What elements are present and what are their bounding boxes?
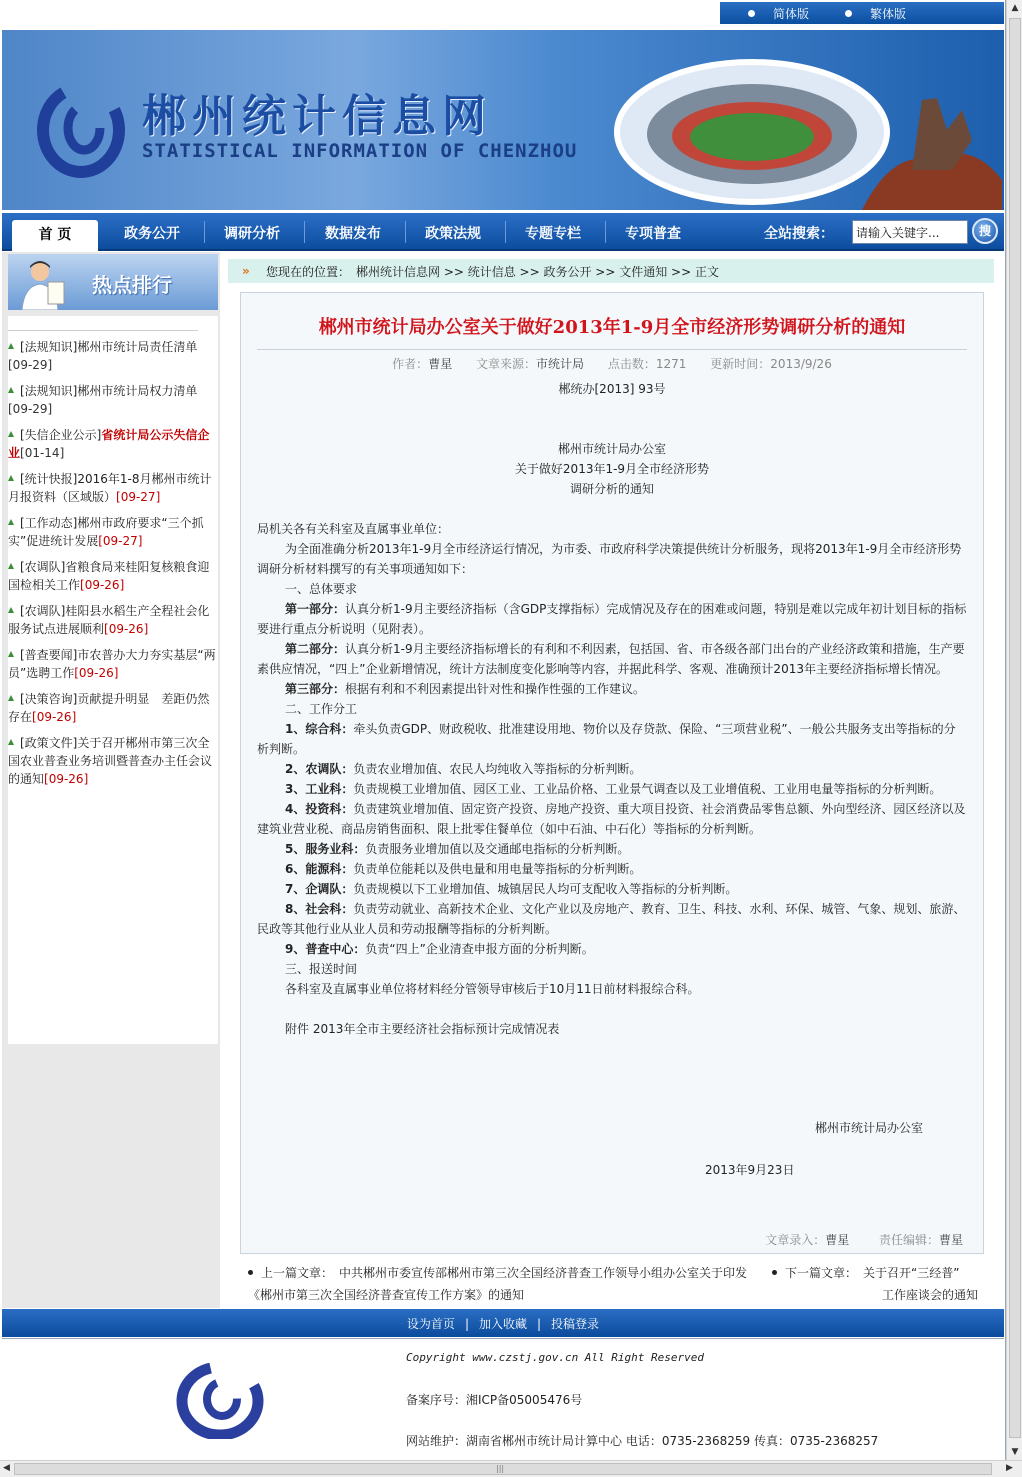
next-title: 关于召开“三经普” [863,1266,960,1280]
hot-item-date: [09-27] [116,490,161,504]
doc-heading: 调研分析的通知 [569,482,654,496]
paragraph-text: 负责“四上”企业清查申报方面的分析判断。 [365,942,594,956]
document-number: 郴统办[2013] 93号 [558,382,666,396]
nav-divider [505,221,506,243]
hot-item-date: [09-29] [8,402,53,416]
triangle-bullet-icon [8,695,14,701]
submit-login-link[interactable]: 投稿登录 [551,1317,600,1331]
person-icon [20,258,68,310]
nav-policy[interactable]: 政策法规 [425,226,481,242]
hot-item-text: [决策咨询]贡献提升明显 差距仍然存在 [8,692,210,724]
triangle-bullet-icon [8,343,14,349]
doc-paragraph [257,759,967,779]
article-author: 曹星 [428,357,453,371]
horizontal-scrollbar[interactable] [0,1460,1022,1477]
hot-item-date: [09-27] [98,534,143,548]
paragraph-label: 7、企调队： [285,882,354,896]
icp-text: 备案序号：湘ICP备05005476号 [406,1393,583,1407]
hot-item-date: [09-26] [44,772,89,786]
meta-label: 更新时间： [710,357,771,371]
article-clicks: 1271 [655,357,687,371]
hot-item[interactable] [8,382,218,418]
article-editor: 曹星 [938,1233,963,1247]
bullet-icon [845,10,852,17]
hot-item[interactable] [8,470,218,506]
site-logo-icon [36,72,126,182]
nav-census[interactable]: 专项普查 [625,226,681,242]
nav-divider [304,221,305,243]
bullet-icon [772,1270,777,1275]
scroll-thumb[interactable] [1009,18,1021,1438]
statue-image [852,70,1002,210]
hot-item-date: [09-26] [32,710,77,724]
paragraph-text: 负责规模以下工业增加值、城镇居民人均可支配收入等指标的分析判断。 [353,882,738,896]
doc-paragraph [257,719,967,759]
paragraph-text: 牵头负责GDP、财政税收、批准建设用地、物价以及存贷款、保险、“三项营业税”、一般公共服务支出等指标的分析判断。 [257,722,956,756]
site-banner [2,30,1004,210]
doc-paragraph [257,779,967,799]
paragraph-label: 8、社会科： [285,902,354,916]
triangle-bullet-icon [8,563,14,569]
doc-paragraph [257,679,967,699]
bullet-icon [248,1270,253,1275]
maintenance-text: 网站维护：湖南省郴州市统计局计算中心 电话：0735-2368259 传真：0735-2368257 [406,1434,879,1448]
paragraph-text: 负责单位能耗以及供电量和用电量等指标的分析判断。 [353,862,642,876]
search-button[interactable]: 搜 [972,218,998,244]
doc-signer: 郴州市统计局办公室 [815,1121,924,1135]
hot-item[interactable] [8,426,218,462]
meta-label: 文章录入： [765,1233,826,1247]
left-sidebar [2,252,220,1308]
separator: | [537,1317,542,1331]
doc-paragraph [257,799,967,839]
doc-paragraph [257,939,967,959]
hot-item-text: [统计快报]2016年1-8月郴州市统计月报资料（区域版） [8,472,212,504]
doc-heading: 郴州市统计局办公室 [557,442,666,456]
hot-item-date: [09-26] [74,666,119,680]
doc-section-heading: 一、总体要求 [285,582,358,596]
divider [257,349,967,350]
prev-title: 中共郴州市委宣传部郴州市第三次全国经济普查工作领导小组办公室关于印发 [339,1266,748,1280]
paragraph-label: 5、服务业科： [285,842,366,856]
doc-section-heading: 二、工作分工 [285,702,358,716]
copyright-text: Copyright www.czstj.gov.cn All Right Reserved [406,1351,705,1364]
hot-item-date: [09-26] [80,578,125,592]
hot-item-text: [法规知识]郴州市统计局权力清单 [20,384,198,398]
stadium-image [602,42,892,210]
hot-ranking-list [8,316,218,1044]
hot-item[interactable] [8,690,218,726]
article-title: 郴州市统计局办公室关于做好2013年1-9月全市经济形势调研分析的通知 [318,317,906,338]
triangle-bullet-icon [8,431,14,437]
site-title: 郴州统计信息网 [142,91,492,142]
doc-paragraph [257,899,967,939]
prev-label: 上一篇文章： [261,1266,328,1280]
paragraph-label: 第三部分： [285,682,346,696]
doc-date: 2013年9月23日 [705,1163,795,1177]
footer-link-bar [2,1309,1004,1337]
breadcrumb [228,259,994,283]
doc-paragraph [257,859,967,879]
doc-paragraph: 为全面准确分析2013年1-9月全市经济运行情况，为市委、市政府科学决策提供统计分析服务，现将2013年1-9月全市经济形势调研分析材料撰写的有关事项通知如下： [257,542,962,576]
paragraph-text: 认真分析1-9月主要经济指标增长的有利和不利因素，包括国、省、市各级各部门出台的产业经济政策和措施，生产要素供应情况，“四上”企业新增情况，统计方法制度变化影响等内容，并据此科学、客观、准确预计2013年主要经济指标增长情况。 [257,642,965,676]
triangle-bullet-icon [8,607,14,613]
article-body [257,379,967,1039]
doc-paragraph [257,879,967,899]
hot-item-text: [政策文件]关于召开郴州市第三次全国农业普查业务培训暨普查办主任会议的通知 [8,736,213,786]
hot-item-highlight: 省统计局公示失信企业 [8,428,210,460]
paragraph-label: 9、普查中心： [285,942,366,956]
scroll-up-icon[interactable]: ▲ [1011,3,1019,13]
paragraph-text: 负责建筑业增加值、固定资产投资、房地产投资、重大项目投资、社会消费品零售总额、外向型经济、园区经济以及建筑业营业税、商品房销售面积、限上批零住餐单位（如中石油、中石化）等指标的分析判断。 [257,802,966,836]
nav-topics[interactable]: 专题专栏 [525,226,581,242]
doc-attachment[interactable]: 附件 2013年全市主要经济社会指标预计完成情况表 [285,1022,560,1036]
hot-ranking-header [8,254,218,310]
hot-item-date: [09-26] [104,622,149,636]
paragraph-text: 负责规模工业增加值、园区工业、工业品价格、工业景气调查以及工业增值税、工业用电量等指标的分析判断。 [353,782,942,796]
nav-research[interactable]: 调研分析 [224,226,280,242]
breadcrumb-arrow-icon: » [242,264,250,278]
paragraph-label: 6、能源科： [285,862,354,876]
triangle-bullet-icon [8,387,14,393]
set-homepage-link[interactable]: 设为首页 [406,1317,455,1331]
hot-item[interactable] [8,558,218,594]
site-footer [2,1338,1004,1468]
simplified-label: 简体版 [773,7,810,21]
article-editor-info [241,1231,963,1248]
doc-recipient: 局机关各有关科室及直属事业单位： [257,522,450,536]
paragraph-label: 3、工业科： [285,782,354,796]
hot-ranking-title: 热点排行 [92,273,172,297]
nav-divider [605,221,606,243]
scroll-left-icon[interactable]: ◀ [3,1463,10,1473]
hot-item-text: [工作动态]郴州市政府要求“三个抓实”促进统计发展 [8,516,204,548]
vertical-scrollbar[interactable] [1006,0,1022,1460]
traditional-label: 繁体版 [870,7,907,21]
doc-paragraph [257,639,967,679]
paragraph-text: 负责服务业增加值以及交通邮电指标的分析判断。 [365,842,630,856]
article-panel [240,292,984,1254]
paragraph-label: 4、投资科： [285,802,354,816]
nav-divider [405,221,406,243]
article-source: 市统计局 [536,357,585,371]
doc-heading: 关于做好2013年1-9月全市经济形势 [514,462,710,476]
hot-item-text: [法规知识]郴州市统计局责任清单 [20,340,198,354]
hot-item-text: [普查要闻]市农普办大力夯实基层“两员”选聘工作 [8,648,216,680]
meta-label: 文章来源： [476,357,537,371]
hot-item-text: [失信企业公示] [20,428,102,442]
divider [8,330,198,331]
prev-article-link[interactable] [248,1262,768,1306]
hot-item-date: [01-14] [20,446,65,460]
doc-paragraph [257,839,967,859]
hot-item-date: [09-29] [8,358,53,372]
paragraph-label: 第一部分： [285,602,346,616]
search-input[interactable] [852,220,968,244]
traditional-link[interactable] [845,5,906,22]
meta-label: 点击数： [607,357,656,371]
doc-paragraph [257,599,967,639]
footer-logo-icon [174,1359,266,1439]
footer-links [2,1315,1004,1332]
hot-item-text: [农调队]省粮食局来桂阳复核粮食迎国检相关工作 [8,560,210,592]
hot-item[interactable] [8,734,218,788]
paragraph-text: 负责劳动就业、高新技术企业、文化产业以及房地产、教育、卫生、科技、水利、环保、城管、气象、规划、旅游、民政等其他行业从业人员和劳动报酬等指标的分析判断。 [257,902,966,936]
paragraph-label: 1、综合科： [285,722,354,736]
meta-label: 责任编辑： [878,1233,939,1247]
doc-section-heading: 三、报送时间 [285,962,358,976]
prev-title-line2: 《郴州市第三次全国经济普查宣传工作方案》的通知 [248,1288,525,1302]
triangle-bullet-icon [8,651,14,657]
simplified-link[interactable] [748,5,809,22]
nav-home[interactable]: 首 页 [12,220,98,251]
nav-divider [204,221,205,243]
paragraph-text: 负责农业增加值、农民人均纯收入等指标的分析判断。 [353,762,642,776]
scroll-grip-icon: ||| [496,1464,505,1473]
separator: | [464,1317,469,1331]
article-update-time: 2013/9/26 [770,357,832,371]
next-label: 下一篇文章： [785,1266,852,1280]
doc-paragraph: 各科室及直属事业单位将材料经分管领导审核后于10月11日前材料报综合科。 [285,982,700,996]
hot-item-text: [农调队]桂阳县水稻生产全程社会化服务试点进展顺利 [8,604,210,636]
add-favorite-link[interactable]: 加入收藏 [478,1317,527,1331]
article-meta [241,355,983,372]
hot-item[interactable] [8,602,218,638]
meta-label: 作者： [392,357,429,371]
paragraph-text: 根据有利和不利因素提出针对性和操作性强的工作建议。 [345,682,646,696]
paragraph-label: 第二部分： [285,642,346,656]
paragraph-label: 2、农调队： [285,762,354,776]
hot-item[interactable] [8,514,218,550]
next-title-line2: 工作座谈会的通知 [881,1288,978,1302]
main-nav [2,213,1004,251]
triangle-bullet-icon [8,739,14,745]
prev-next-nav [240,1262,984,1306]
search-label: 全站搜索： [764,226,834,242]
triangle-bullet-icon [8,519,14,525]
scroll-down-icon[interactable]: ▼ [1011,1447,1019,1457]
scroll-right-icon[interactable]: ▶ [1006,1463,1013,1473]
hot-item[interactable] [8,338,218,374]
article-input-by: 曹星 [825,1233,850,1247]
hot-item[interactable] [8,646,218,682]
paragraph-text: 认真分析1-9月主要经济指标（含GDP支撑指标）完成情况及存在的困难或问题，特别是难以完成年初计划目标的指标要进行重点分析说明（见附表）。 [257,602,967,636]
nav-data-release[interactable]: 数据发布 [325,226,381,242]
triangle-bullet-icon [8,475,14,481]
bullet-icon [748,10,755,17]
language-bar [0,0,1004,28]
nav-gov-affairs[interactable]: 政务公开 [124,226,180,242]
breadcrumb-text[interactable]: 您现在的位置： 郴州统计信息网 >> 统计信息 >> 政务公开 >> 文件通知 >> 正文 [266,265,719,279]
next-article-link[interactable] [772,1262,978,1306]
site-subtitle: STATISTICAL INFORMATION OF CHENZHOU [142,140,578,162]
